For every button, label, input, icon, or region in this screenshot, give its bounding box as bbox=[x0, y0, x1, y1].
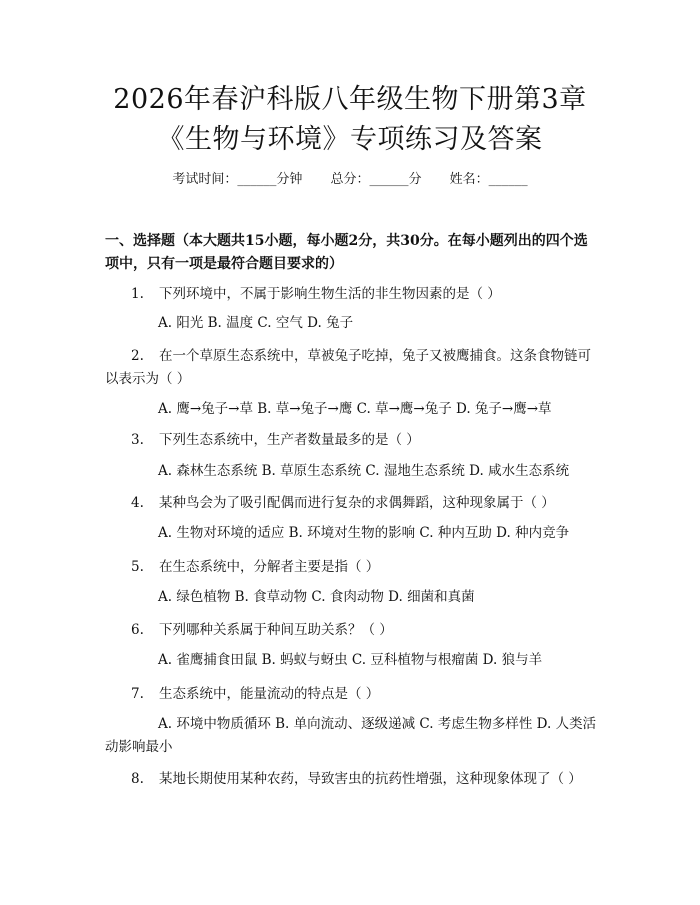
question-number: 3. bbox=[131, 432, 144, 448]
exam-info bbox=[0, 168, 700, 187]
question-stem: 下列环境中，不属于影响生物生活的非生物因素的是（ ） bbox=[159, 286, 501, 302]
question-number: 8. bbox=[131, 771, 144, 787]
question-4-options: A. 生物对环境的适应 B. 环境对生物的影响 C. 种内互助 D. 种内竞争 bbox=[158, 525, 570, 541]
question-number: 2. bbox=[131, 348, 144, 364]
question-1-options: A. 阳光 B. 温度 C. 空气 D. 兔子 bbox=[158, 315, 354, 331]
question-7-options: A. 环境中物质循环 B. 单向流动、逐级递减 C. 考虑生物多样性 D. 人类活动影响最小 bbox=[105, 716, 597, 755]
exam-name: 姓名：______ bbox=[449, 172, 528, 187]
question-stem: 在生态系统中，分解者主要是指（ ） bbox=[159, 559, 380, 575]
question-4 bbox=[105, 492, 595, 515]
question-stem: 下列哪种关系属于种间互助关系？（ ） bbox=[159, 622, 393, 638]
page-title: 2026年春沪科版八年级生物下册第3章《生物与环境》专项练习及答案 bbox=[113, 84, 587, 155]
question-stem: 在一个草原生态系统中，草被兔子吃掉，兔子又被鹰捕食。这条食物链可以表示为（ ） bbox=[105, 348, 591, 387]
question-stem: 某地长期使用某种农药，导致害虫的抗药性增强，这种现象体现了（ ） bbox=[159, 771, 582, 787]
section-heading: 一、选择题（本大题共15小题，每小题2分，共30分。在每小题列出的四个选项中，只有一项是最符合题目要求的） bbox=[105, 233, 588, 272]
question-7 bbox=[105, 683, 595, 706]
question-8 bbox=[105, 768, 595, 791]
question-number: 4. bbox=[131, 495, 144, 511]
question-stem: 某种鸟会为了吸引配偶而进行复杂的求偶舞蹈，这种现象属于（ ） bbox=[159, 495, 555, 511]
question-3-options: A. 森林生态系统 B. 草原生态系统 C. 湿地生态系统 D. 咸水生态系统 bbox=[158, 463, 570, 479]
question-1 bbox=[105, 283, 595, 306]
question-stem: 生态系统中，能量流动的特点是（ ） bbox=[159, 686, 380, 702]
exam-time: 考试时间：______分钟 bbox=[172, 172, 303, 187]
question-6 bbox=[105, 619, 595, 642]
question-2-options: A. 鹰→兔子→草 B. 草→兔子→鹰 C. 草→鹰→兔子 D. 兔子→鹰→草 bbox=[158, 401, 552, 417]
question-stem: 下列生态系统中，生产者数量最多的是（ ） bbox=[159, 432, 420, 448]
question-number: 7. bbox=[131, 686, 144, 702]
question-6-options: A. 雀鹰捕食田鼠 B. 蚂蚁与蚜虫 C. 豆科植物与根瘤菌 D. 狼与羊 bbox=[158, 652, 543, 668]
exam-score: 总分：______分 bbox=[330, 172, 422, 187]
question-number: 1. bbox=[131, 286, 144, 302]
question-3 bbox=[105, 429, 595, 452]
question-number: 6. bbox=[131, 622, 144, 638]
question-5 bbox=[105, 556, 595, 579]
question-2 bbox=[105, 345, 595, 391]
question-number: 5. bbox=[131, 559, 144, 575]
question-5-options: A. 绿色植物 B. 食草动物 C. 食肉动物 D. 细菌和真菌 bbox=[158, 589, 475, 605]
